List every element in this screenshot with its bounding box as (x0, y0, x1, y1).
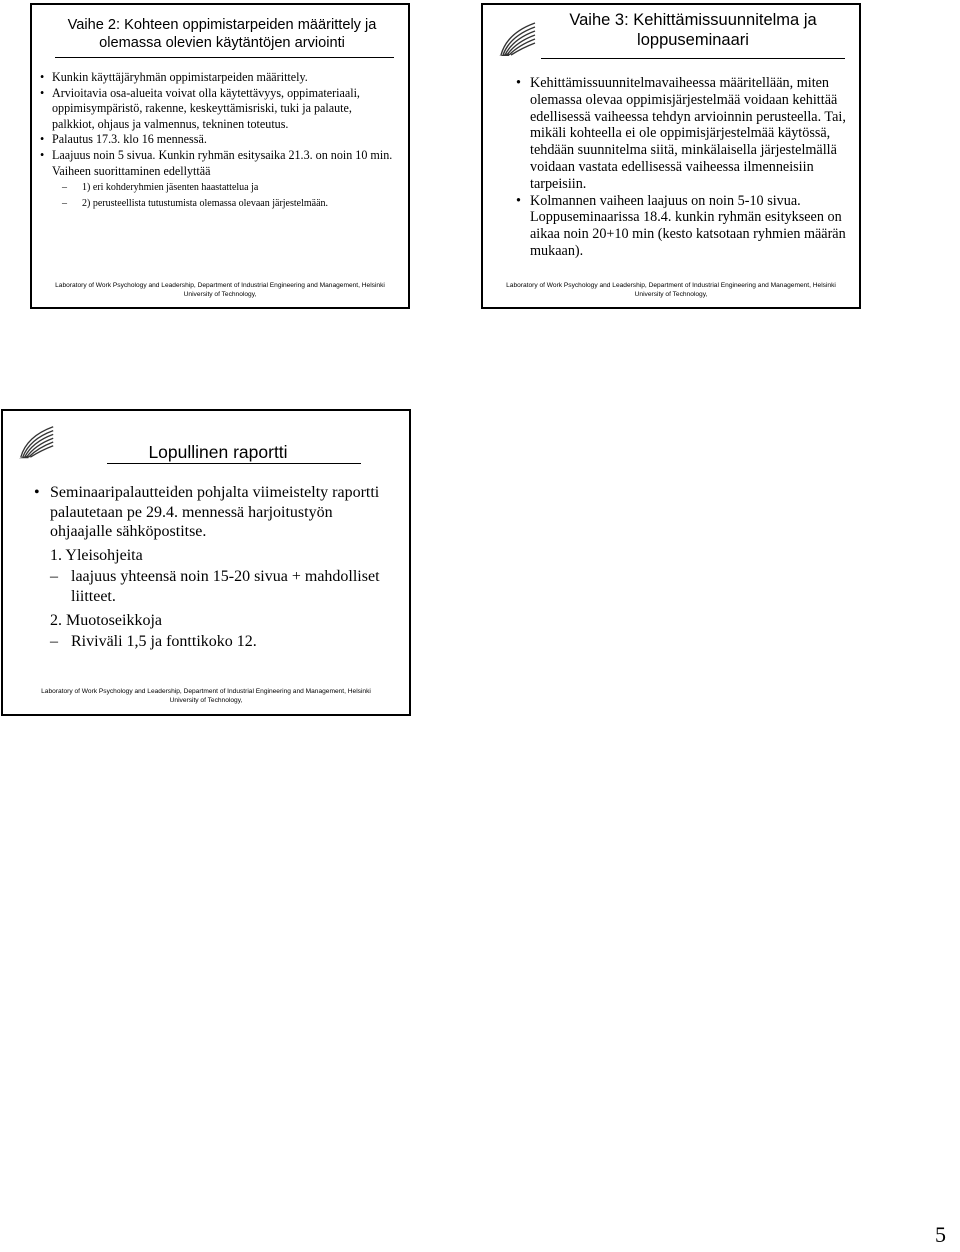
title-divider (541, 58, 845, 59)
university-logo-icon (497, 21, 539, 62)
bullet-list (52, 70, 397, 211)
sub-list-item: – 2) perusteellista tutustumista olemassa olevaan järjestelmään. (52, 197, 397, 211)
footer-line: Laboratory of Work Psychology and Leadership, Department of Industrial Engineering and Management, Helsinki (41, 688, 371, 695)
title-divider (55, 57, 394, 58)
list-item: • Kunkin käyttäjäryhmän oppimistarpeiden määrittely. (52, 70, 397, 86)
footer-line: University of Technology, (634, 290, 708, 298)
footer-line: University of Technology, (169, 696, 243, 704)
list-item: • Palautus 17.3. klo 16 mennessä. (52, 132, 397, 148)
slide-lopullinen-raportti (1, 409, 411, 716)
slide-title: Lopullinen raportti (148, 442, 288, 462)
list-item: • Kehittämissuunnitelmavaiheessa määritellään, miten olemassa olevaa oppimisjärjestelmää voidaan kehittää edellisessä vaiheessa tehdyn arvioinnin perusteella. Tai, mikäli kohteella ei ole oppimisjärjestelmää käytössä, tehdään suunnitelma siitä, minkälaisella järjestelmällä voidaan vastata edellisessä vaiheessa ilmenneisiin tarpeisiin. (530, 75, 848, 193)
slide-title: Vaihe 2: Kohteen oppimistarpeiden määrittely ja olemassa olevien käytäntöjen arviointi (67, 17, 377, 51)
footer-line: Laboratory of Work Psychology and Leadership, Department of Industrial Engineering and Management, Helsinki (55, 282, 385, 289)
list-item: • Kolmannen vaiheen laajuus on noin 5-10 sivua. Loppuseminaarissa 18.4. kunkin ryhmän esitykseen on aikaa noin 20+10 min (kesto katsotaan ryhmien määrän mukaan). (530, 193, 848, 260)
sub-list-item: – laajuus yhteensä noin 15-20 sivua + mahdolliset liitteet. (50, 567, 390, 606)
slide-title: Vaihe 3: Kehittämissuunnitelma ja loppuseminaari (569, 11, 817, 49)
footer-line: University of Technology, (183, 290, 257, 298)
page-number: 5 (935, 1222, 946, 1247)
slide-footer (32, 282, 408, 300)
numbered-item: 2. Muotoseikkoja (50, 611, 162, 629)
sub-list-item: – 1) eri kohderyhmien jäsenten haastattelua ja (52, 181, 397, 195)
sub-list-item: – Riviväli 1,5 ja fonttikoko 12. (50, 632, 390, 652)
list-item: • Seminaaripalautteiden pohjalta viimeistelty raportti palautetaan pe 29.4. mennessä harjoitustyön ohjaajalle sähköpostitse. (50, 483, 390, 542)
bullet-list (530, 75, 848, 260)
list-item: • Arvioitavia osa-alueita voivat olla käytettävyys, oppimateriaali, oppimisympäristö, rakenne, keskeyttämisriski, tuki ja palaute, palkkiot, ohjaus ja valmennus, tekninen toteutus. (52, 86, 397, 133)
university-logo-icon (17, 423, 57, 466)
slide-vaihe-2 (30, 3, 410, 309)
bullet-list (50, 483, 390, 652)
slide-footer (483, 282, 859, 300)
slide-footer (3, 688, 409, 706)
footer-line: Laboratory of Work Psychology and Leadership, Department of Industrial Engineering and Management, Helsinki (506, 282, 836, 289)
numbered-item: 1. Yleisohjeita (50, 546, 143, 564)
list-item: • Laajuus noin 5 sivua. Kunkin ryhmän esitysaika 21.3. on noin 10 min. Vaiheen suorittaminen edellyttää (52, 148, 397, 179)
slide-vaihe-3 (481, 3, 861, 309)
title-divider (107, 463, 361, 464)
